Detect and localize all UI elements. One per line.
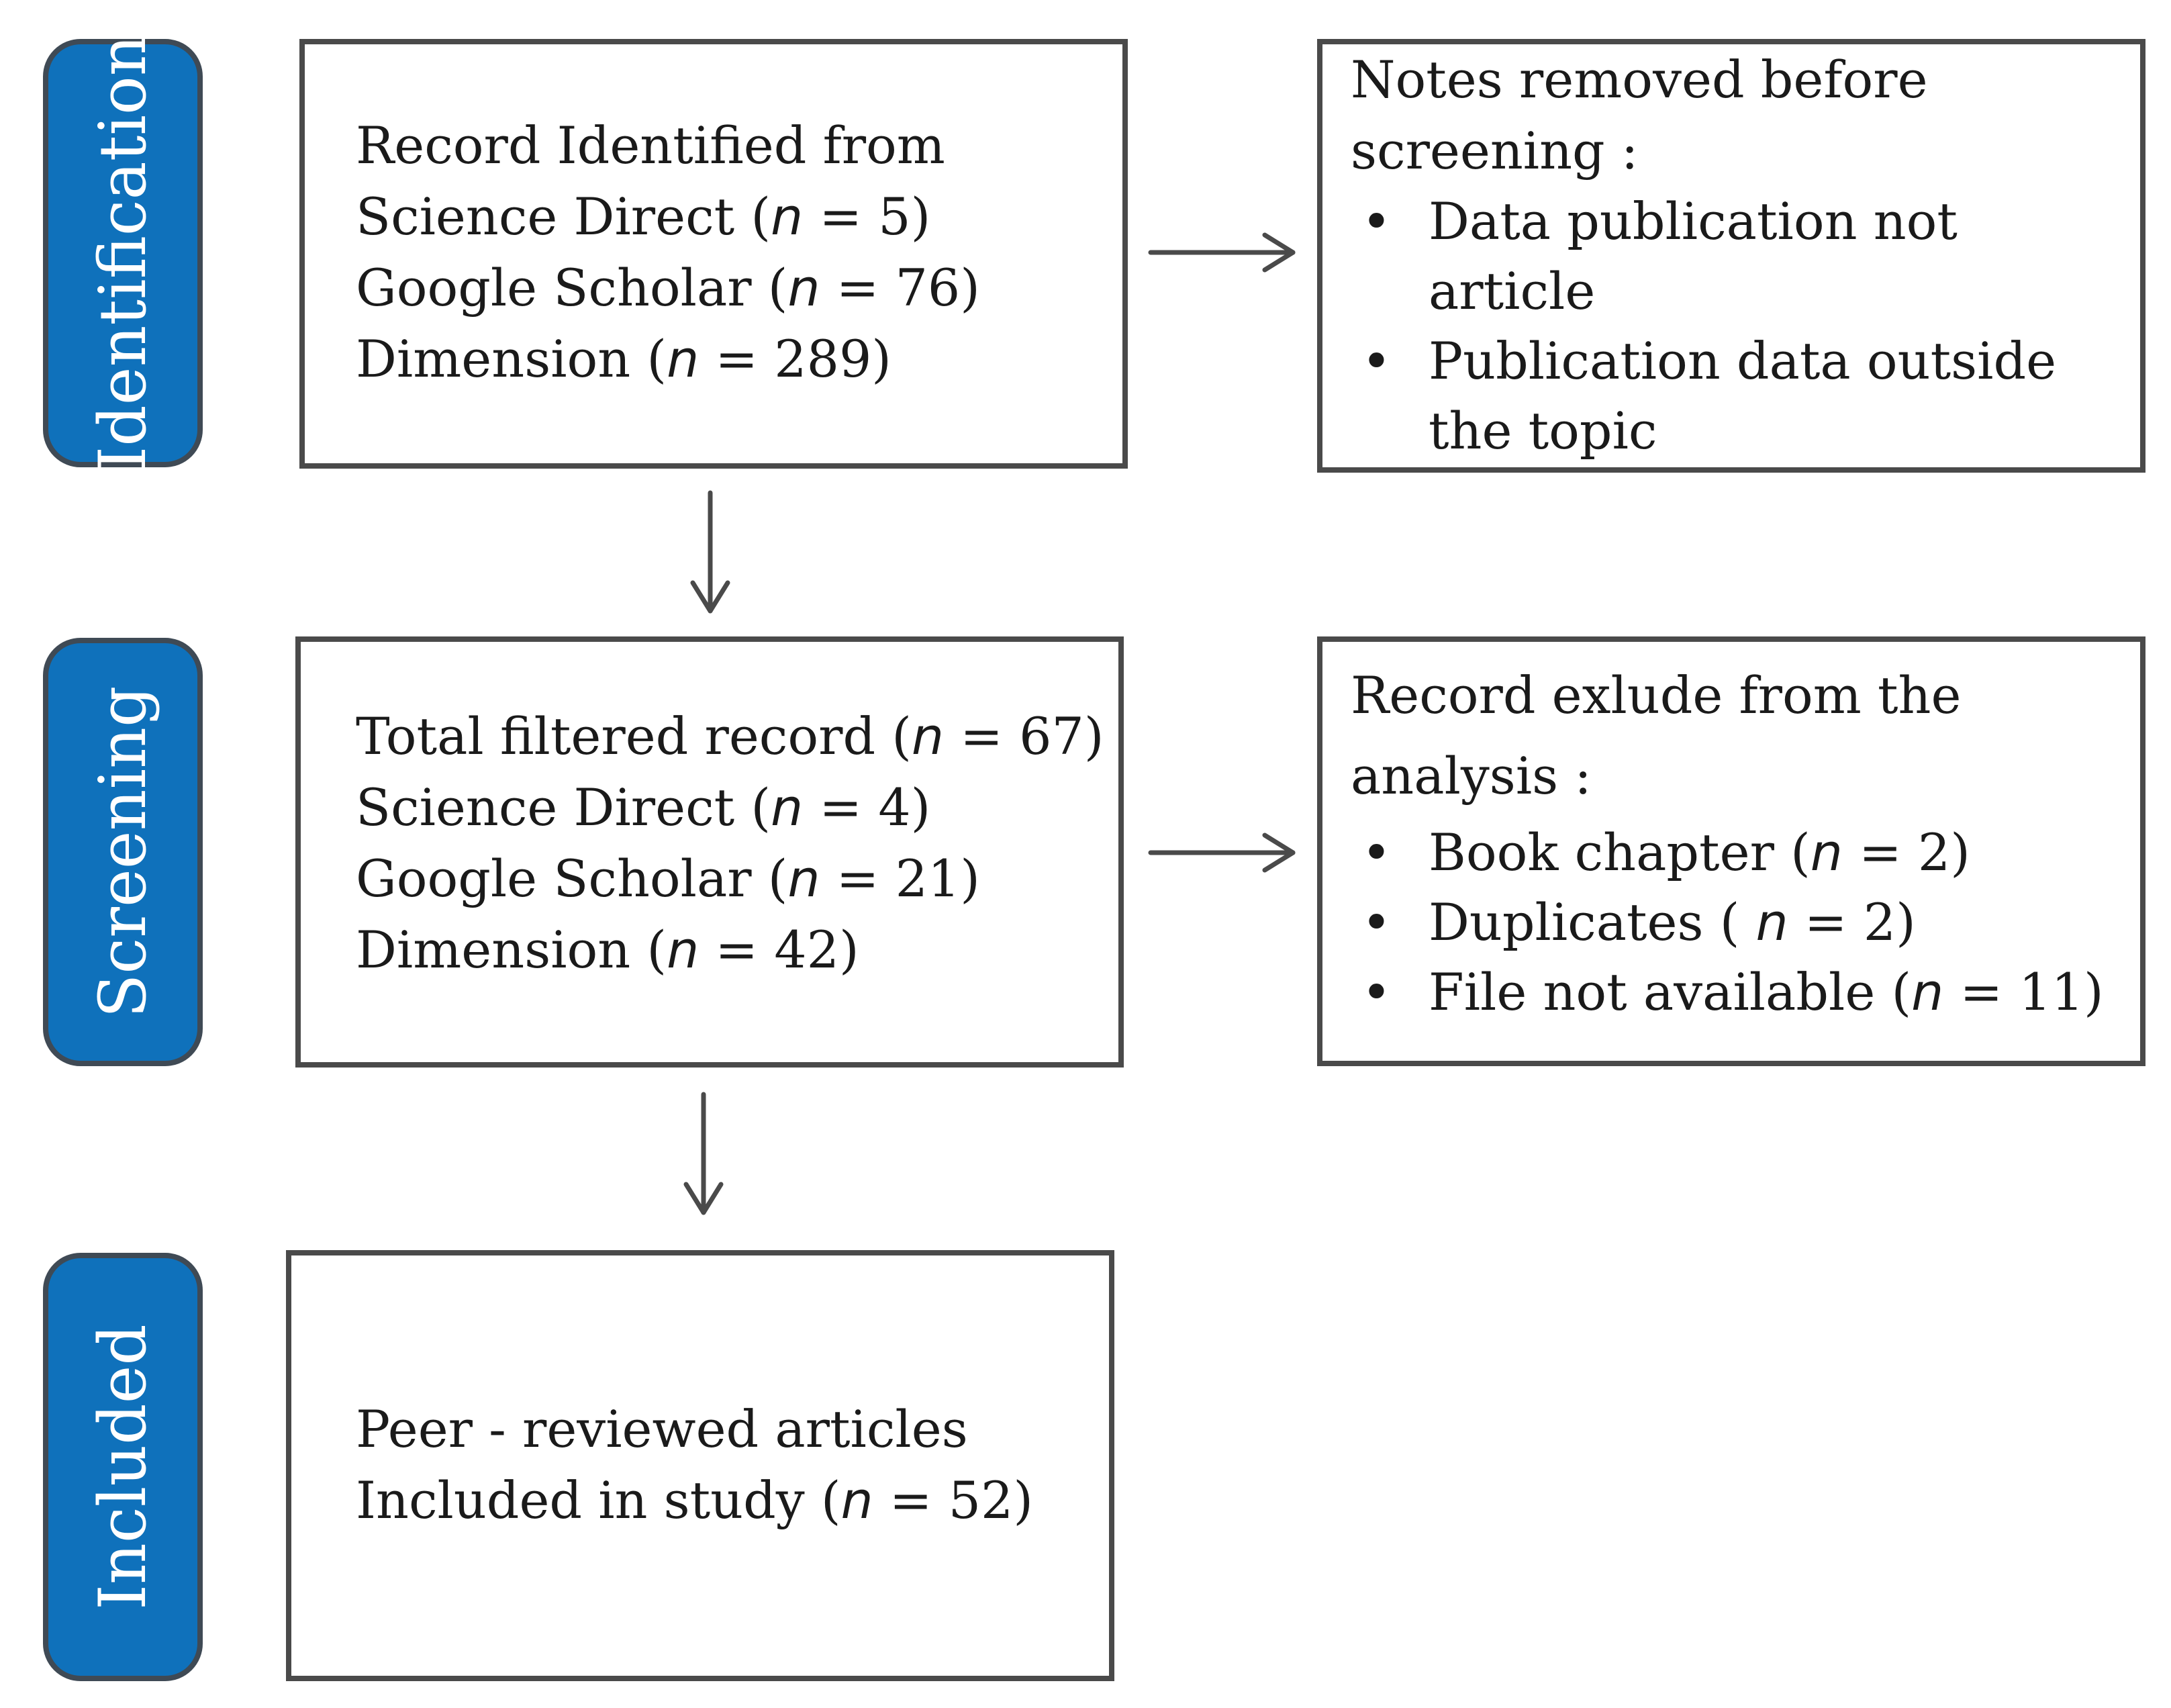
bullet-icon: • — [1361, 331, 1392, 391]
removed-bullet-list — [1322, 187, 2056, 466]
stage-identification-label: Identification — [85, 34, 160, 472]
removed-bullet-item: • Publication data outside — [1322, 326, 2056, 396]
identification-source-google-scholar: Google Scholar (n = 76) — [356, 258, 980, 318]
screening-box-text — [356, 701, 1104, 986]
stage-included — [43, 1253, 203, 1681]
excluded-title-line2: analysis : — [1351, 746, 1592, 806]
excluded-title-line1: Record exlude from the — [1351, 665, 1962, 725]
stage-screening — [43, 638, 203, 1066]
removed-before-screening-box — [1317, 39, 2145, 473]
screening-total: Total filtered record (n = 67) — [356, 706, 1104, 766]
stage-identification — [43, 34, 203, 472]
included-line2: Included in study (n = 52) — [356, 1470, 1034, 1530]
bullet-icon: • — [1361, 822, 1392, 882]
excluded-bullet-list — [1322, 818, 2104, 1027]
screening-source-science-direct: Science Direct (n = 4) — [356, 777, 931, 837]
identification-box — [299, 39, 1128, 469]
included-line1: Peer - reviewed articles — [356, 1399, 968, 1459]
screening-box — [295, 636, 1124, 1068]
excluded-bullet-duplicates: • Duplicates ( n = 2) — [1322, 888, 2104, 957]
arrow-screening-to-included — [686, 1094, 721, 1213]
removed-title-line1: Notes removed before — [1351, 50, 1928, 109]
removed-title-line2: screening : — [1351, 121, 1639, 181]
bullet-icon: • — [1361, 191, 1392, 251]
identification-title: Record Identified from — [356, 115, 945, 175]
screening-source-google-scholar: Google Scholar (n = 21) — [356, 849, 980, 908]
stage-screening-label: Screening — [85, 685, 160, 1018]
removed-bullet-item: • Data publication not — [1322, 187, 2056, 256]
removed-title — [1351, 44, 1928, 187]
arrow-identification-to-screening — [693, 493, 728, 611]
arrow-screening-to-excluded — [1151, 835, 1293, 870]
bullet-icon: • — [1361, 962, 1392, 1022]
bullet-icon: • — [1361, 892, 1392, 952]
removed-bullet-continuation: article — [1429, 261, 1596, 321]
excluded-bullet-file-not-available: • File not available (n = 11) — [1322, 957, 2104, 1027]
removed-bullet-continuation: the topic — [1429, 401, 1657, 461]
included-box — [286, 1250, 1114, 1681]
identification-box-text — [356, 110, 980, 395]
screening-source-dimension: Dimension (n = 42) — [356, 920, 859, 980]
excluded-from-analysis-box — [1317, 636, 2145, 1066]
excluded-bullet-book-chapter: • Book chapter (n = 2) — [1322, 818, 2104, 888]
arrow-identification-to-removed — [1151, 235, 1293, 270]
stage-included-label: Included — [85, 1324, 160, 1610]
identification-source-science-direct: Science Direct (n = 5) — [356, 187, 931, 246]
identification-source-dimension: Dimension (n = 289) — [356, 329, 891, 389]
included-box-text — [356, 1394, 1033, 1536]
excluded-title — [1351, 655, 1961, 816]
